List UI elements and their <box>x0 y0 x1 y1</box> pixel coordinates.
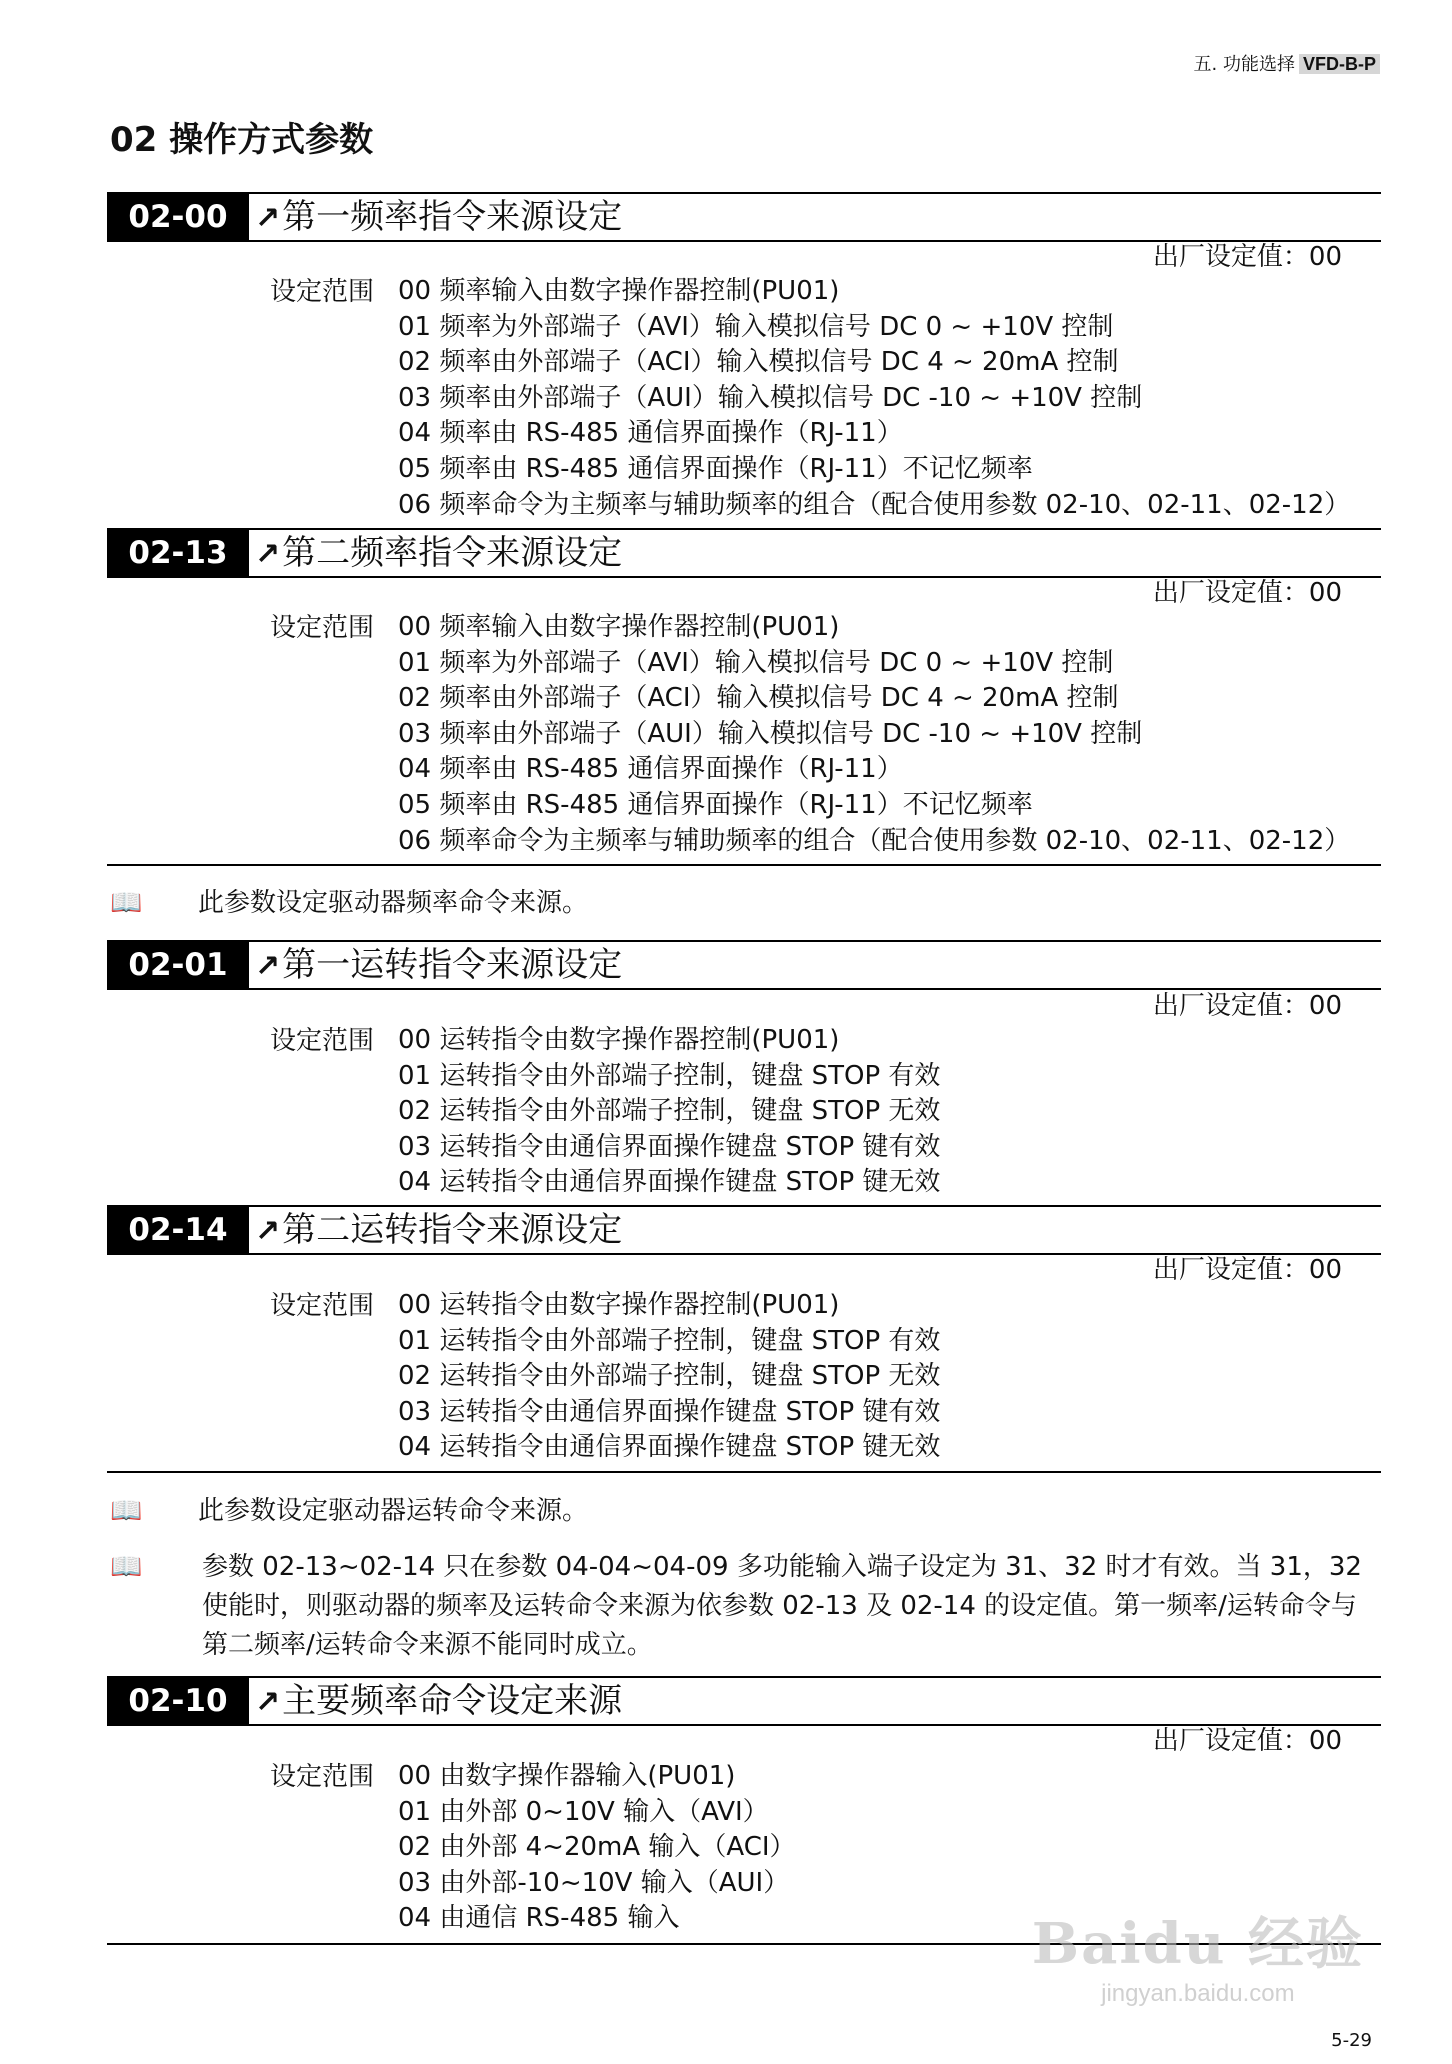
adjustable-icon: ↗ <box>255 201 281 236</box>
option-item: 04 频率由 RS-485 通信界面操作（RJ-11） <box>398 754 903 785</box>
option-item: 01 运转指令由外部端子控制，键盘 STOP 有效 <box>398 1060 941 1091</box>
option-item: 05 频率由 RS-485 通信界面操作（RJ-11）不记忆频率 <box>398 453 1033 484</box>
param-name-text: 第一运转指令来源设定 <box>282 945 623 985</box>
section-label: 五. 功能选择 <box>1193 54 1295 75</box>
param-name-text: 第二频率指令来源设定 <box>282 533 623 573</box>
option-item: 03 由外部-10~10V 输入（AUI） <box>398 1867 790 1898</box>
param-name-text: 第二运转指令来源设定 <box>282 1210 623 1250</box>
option-item: 03 频率由外部端子（AUI）输入模拟信号 DC -10 ~ +10V 控制 <box>398 718 1143 749</box>
option-item: 01 由外部 0~10V 输入（AVI） <box>398 1796 769 1827</box>
divider <box>107 1471 1381 1473</box>
note <box>110 884 1380 922</box>
option-item: 00 频率输入由数字操作器控制(PU01) <box>398 276 840 306</box>
page-number: 5-29 <box>1331 2030 1372 2051</box>
divider <box>107 864 1381 866</box>
watermark <box>1032 1900 1364 2008</box>
option-item: 06 频率命令为主频率与辅助频率的组合（配合使用参数 02-10、02-11、02-12） <box>398 489 1351 520</box>
param-header-02-00 <box>107 192 1381 242</box>
param-code: 02-13 <box>107 528 249 578</box>
option-item: 02 运转指令由外部端子控制，键盘 STOP 无效 <box>398 1361 941 1392</box>
range-label: 设定范围 <box>270 1762 375 1792</box>
option-item: 04 由通信 RS-485 输入 <box>398 1903 680 1934</box>
model-badge: VFD-B-P <box>1299 54 1380 74</box>
param-name <box>255 1207 622 1253</box>
option-item: 04 运转指令由通信界面操作键盘 STOP 键无效 <box>398 1432 941 1463</box>
param-code: 02-14 <box>107 1205 249 1255</box>
option-item: 04 频率由 RS-485 通信界面操作（RJ-11） <box>398 418 903 449</box>
factory-default: 出厂设定值：00 <box>1152 1255 1342 1285</box>
param-code: 02-00 <box>107 192 249 242</box>
option-item: 06 频率命令为主频率与辅助频率的组合（配合使用参数 02-10、02-11、02-12） <box>398 825 1351 856</box>
option-item: 02 由外部 4~20mA 输入（ACI） <box>398 1832 796 1863</box>
param-name-text: 主要频率命令设定来源 <box>282 1681 623 1721</box>
range-label: 设定范围 <box>270 1026 375 1056</box>
param-name <box>255 194 622 240</box>
param-header-02-14 <box>107 1205 1381 1255</box>
range-label: 设定范围 <box>270 613 375 643</box>
running-header <box>1194 50 1380 76</box>
adjustable-icon: ↗ <box>255 1685 281 1720</box>
option-item: 00 运转指令由数字操作器控制(PU01) <box>398 1290 840 1320</box>
param-code: 02-10 <box>107 1676 249 1726</box>
param-header-02-01 <box>107 940 1381 990</box>
book-icon: 📖 <box>110 1552 143 1582</box>
options-list <box>398 1759 796 1937</box>
watermark-url: jingyan.baidu.com <box>1101 1980 1295 2007</box>
adjustable-icon: ↗ <box>255 1214 281 1249</box>
option-item: 00 运转指令由数字操作器控制(PU01) <box>398 1025 840 1055</box>
adjustable-icon: ↗ <box>255 537 281 572</box>
option-item: 03 运转指令由通信界面操作键盘 STOP 键有效 <box>398 1131 941 1162</box>
options-list <box>398 1288 940 1466</box>
option-item: 03 运转指令由通信界面操作键盘 STOP 键有效 <box>398 1396 941 1427</box>
options-list <box>398 274 1350 523</box>
param-name-text: 第一频率指令来源设定 <box>282 197 623 237</box>
factory-default: 出厂设定值：00 <box>1152 991 1342 1021</box>
param-name <box>255 942 622 988</box>
option-item: 00 频率输入由数字操作器控制(PU01) <box>398 612 840 642</box>
note <box>110 1492 1380 1530</box>
options-list <box>398 610 1350 859</box>
book-icon: 📖 <box>110 888 143 918</box>
option-item: 02 频率由外部端子（ACI）输入模拟信号 DC 4 ~ 20mA 控制 <box>398 683 1119 714</box>
range-label: 设定范围 <box>270 1291 375 1321</box>
param-name <box>255 1678 622 1724</box>
option-item: 01 频率为外部端子（AVI）输入模拟信号 DC 0 ~ +10V 控制 <box>398 311 1114 342</box>
option-item: 00 由数字操作器输入(PU01) <box>398 1761 736 1791</box>
note-text: 此参数设定驱动器运转命令来源。 <box>198 1496 589 1526</box>
adjustable-icon: ↗ <box>255 949 281 984</box>
range-label: 设定范围 <box>270 277 375 307</box>
note <box>110 1548 1380 1665</box>
option-item: 01 频率为外部端子（AVI）输入模拟信号 DC 0 ~ +10V 控制 <box>398 647 1114 678</box>
param-header-02-10 <box>107 1676 1381 1726</box>
note-text: 此参数设定驱动器频率命令来源。 <box>198 888 589 918</box>
option-item: 02 运转指令由外部端子控制，键盘 STOP 无效 <box>398 1096 941 1127</box>
param-header-02-13 <box>107 528 1381 578</box>
param-code: 02-01 <box>107 940 249 990</box>
option-item: 02 频率由外部端子（ACI）输入模拟信号 DC 4 ~ 20mA 控制 <box>398 347 1119 378</box>
option-item: 05 频率由 RS-485 通信界面操作（RJ-11）不记忆频率 <box>398 789 1033 820</box>
page-title: 02 操作方式参数 <box>110 120 374 160</box>
note-text: 参数 02-13~02-14 只在参数 04-04~04-09 多功能输入端子设定为 31、32 时才有效。当 31，32 使能时，则驱动器的频率及运转命令来源为依参数 02-13 及 02-14 的设定值。第一频率/运转命令与第二频率/运转命令来源不能同时成立。 <box>202 1552 1362 1660</box>
factory-default: 出厂设定值：00 <box>1152 242 1342 272</box>
factory-default: 出厂设定值：00 <box>1152 578 1342 608</box>
book-icon: 📖 <box>110 1496 143 1526</box>
factory-default: 出厂设定值：00 <box>1152 1726 1342 1756</box>
option-item: 01 运转指令由外部端子控制，键盘 STOP 有效 <box>398 1325 941 1356</box>
options-list <box>398 1023 940 1201</box>
watermark-brand: Baidu 经验 <box>1031 1911 1364 1977</box>
option-item: 03 频率由外部端子（AUI）输入模拟信号 DC -10 ~ +10V 控制 <box>398 382 1143 413</box>
option-item: 04 运转指令由通信界面操作键盘 STOP 键无效 <box>398 1167 941 1198</box>
param-name <box>255 530 622 576</box>
